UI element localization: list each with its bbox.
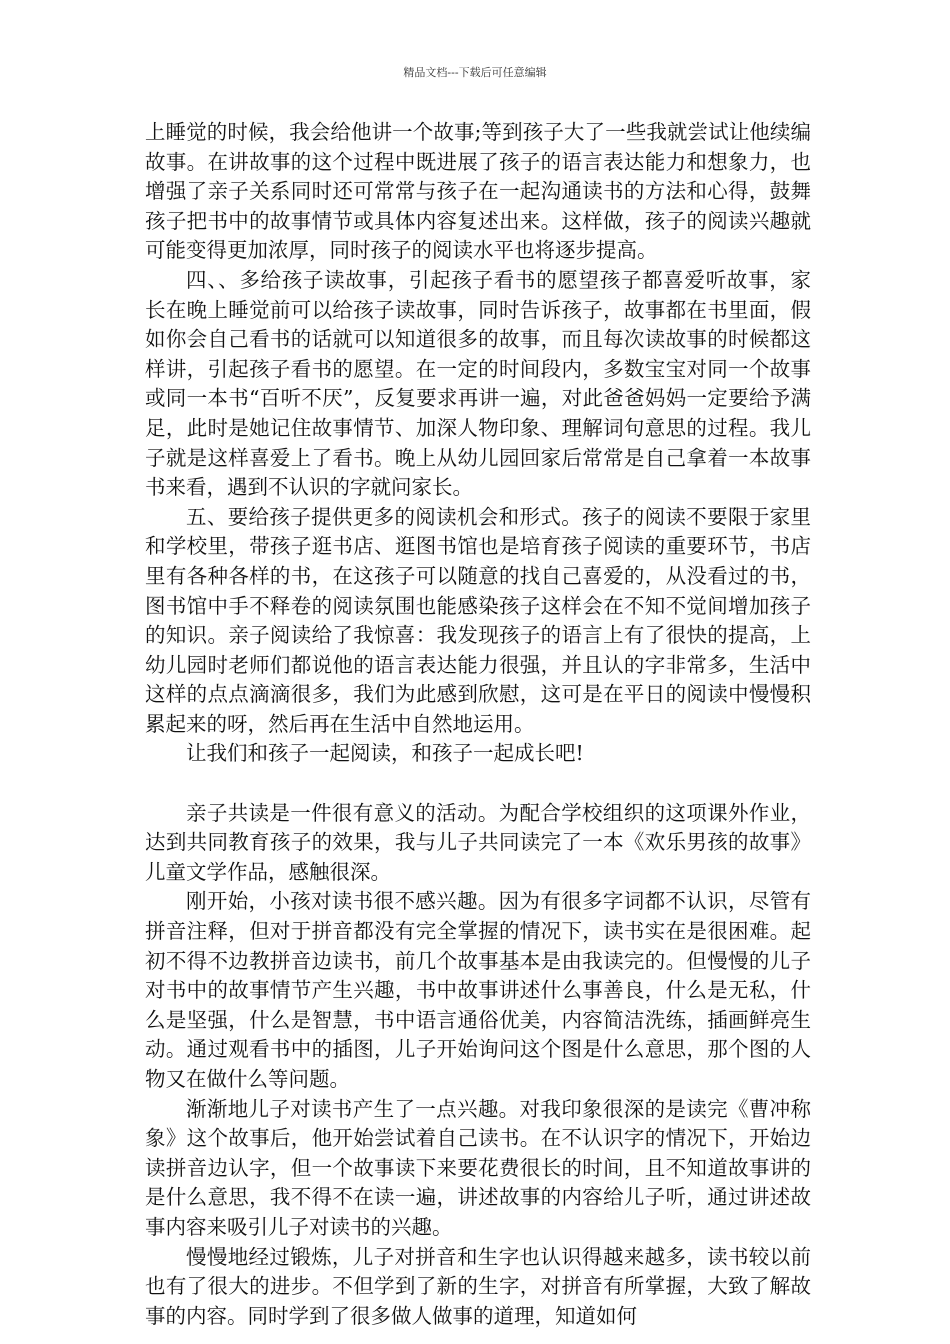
paragraph-continuation: 上睡觉的时候，我会给他讲一个故事;等到孩子大了一些我就尝试让他续编故事。在讲故事的这个过程中既进展了孩子的语言表达能力和想象力，也增强了亲子关系同时还可常常与孩子在一起沟通读书的方法和心得，鼓舞孩子把书中的故事情节或具体内容复述出来。这样做，孩子的阅读兴趣就可能变得更加浓厚，同时孩子的阅读水平也将逐步提高。 [145,120,811,263]
page-header: 精品文档---下载后可任意编辑 [403,66,547,79]
paragraph-intro: 亲子共读是一件很有意义的活动。为配合学校组织的这项课外作业，达到共同教育孩子的效果，我与儿子共同读完了一本《欢乐男孩的故事》儿童文学作品，感触很深。 [145,800,811,884]
paragraph-gap [145,769,811,799]
document-body [145,118,811,1331]
paragraph-progress: 慢慢地经过锻炼，儿子对拼音和生字也认识得越来越多，读书较以前也有了很大的进步。不但学到了新的生字，对拼音有所掌握，大致了解故事的内容。同时学到了很多做人做事的道理，知道如何 [145,1244,811,1328]
paragraph-beginning: 刚开始，小孩对读书很不感兴趣。因为有很多字词都不认识，尽管有拼音注释，但对于拼音都没有完全掌握的情况下，读书实在是很困难。起初不得不边教拼音边读书，前几个故事基本是由我读完的。但慢慢的儿子对书中的故事情节产生兴趣，书中故事讲述什么事善良，什么是无私，什么是坚强，什么是智慧，书中语言通俗优美，内容简洁洗练，插画鲜亮生动。通过观看书中的插图，儿子开始询问这个图是什么意思，那个图的人物又在做什么等问题。 [145,889,811,1091]
paragraph-section-four: 四、、多给孩子读故事，引起孩子看书的愿望孩子都喜爱听故事，家长在晚上睡觉前可以给孩子读故事，同时告诉孩子，故事都在书里面，假如你会自己看书的话就可以知道很多的故事，而且每次读故事的时候都这样讲，引起孩子看书的愿望。在一定的时间段内，多数宝宝对同一个故事或同一本书“百听不厌”，反复要求再讲一遍，对此爸爸妈妈一定要给予满足，此时是她记住故事情节、加深人物印象、理解词句意思的过程。我儿子就是这样喜爱上了看书。晚上从幼儿园回家后常常是自己拿着一本故事书来看，遇到不认识的字就问家长。 [145,267,811,500]
paragraph-closing: 让我们和孩子一起阅读，和孩子一起成长吧! [186,741,584,766]
paragraph-section-five: 五、要给孩子提供更多的阅读机会和形式。孩子的阅读不要限于家里和学校里，带孩子逛书店、逛图书馆也是培育孩子阅读的重要环节，书店里有各种各样的书，在这孩子可以随意的找自己喜爱的，从没看过的书，图书馆中手不释卷的阅读氛围也能感染孩子这样会在不知不觉间增加孩子的知识。亲子阅读给了我惊喜：我发现孩子的语言上有了很快的提高，上幼儿园时老师们都说他的语言表达能力很强，并且认的字非常多，生活中这样的点点滴滴很多，我们为此感到欣慰，这可是在平日的阅读中慢慢积累起来的呀，然后再在生活中自然地运用。 [145,504,811,736]
paragraph-interest: 渐渐地儿子对读书产生了一点兴趣。对我印象很深的是读完《曹冲称象》这个故事后，他开始尝试着自己读书。在不认识字的情况下，开始边读拼音边认字，但一个故事读下来要花费很长的时间，且不知道故事讲的是什么意思，我不得不在读一遍，讲述故事的内容给儿子听，通过讲述故事内容来吸引儿子对读书的兴趣。 [145,1096,811,1239]
